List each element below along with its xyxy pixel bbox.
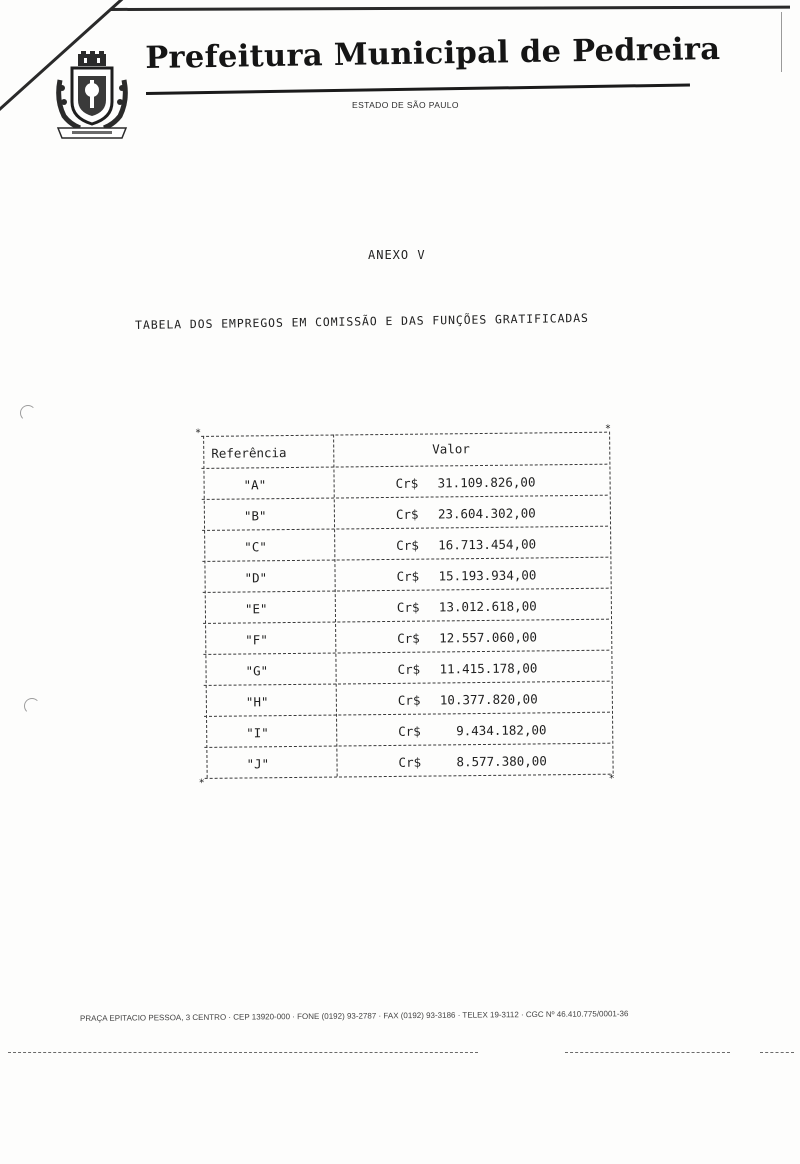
table-corner-mark: * <box>198 777 205 789</box>
punch-hole-mark <box>24 698 40 714</box>
table-rule <box>204 743 610 748</box>
table-rule <box>204 712 610 717</box>
row-value: 12.557.060,00 <box>439 629 538 646</box>
row-reference: "C" <box>244 539 267 555</box>
table-rule <box>203 650 609 655</box>
table-rule <box>202 526 608 531</box>
row-reference: "F" <box>245 632 268 648</box>
table-rule <box>201 432 607 437</box>
row-value: 9.434.182,00 <box>456 722 547 739</box>
table-title: TABELA DOS EMPREGOS EM COMISSÃO E DAS FUNÇÕES GRATIFICADAS <box>135 310 589 332</box>
row-currency: Cr$ <box>398 754 422 770</box>
annex-heading: ANEXO V <box>368 248 426 262</box>
table-column-divider <box>333 435 338 777</box>
row-reference: "E" <box>244 601 268 617</box>
row-currency: Cr$ <box>396 599 420 615</box>
header-value: Valor <box>432 441 470 457</box>
row-reference: "J" <box>246 756 270 772</box>
footer-rule <box>760 1052 794 1053</box>
table-corner-mark: * <box>195 427 202 439</box>
commission-table <box>195 423 629 797</box>
row-value: 15.193.934,00 <box>438 567 537 584</box>
letterhead-state: ESTADO DE SÃO PAULO <box>352 100 459 110</box>
row-currency: Cr$ <box>397 630 420 646</box>
table-rule <box>203 588 609 593</box>
row-value: 16.713.454,00 <box>438 536 537 553</box>
footer-address: PRAÇA EPITACIO PESSOA, 3 CENTRO · CEP 13920-000 · FONE (0192) 93-2787 · FAX (0192) 93-3186 · TELEX 19-3112 · CGC Nº 46.410.775/0001-36 <box>80 1009 629 1023</box>
page-top-edge <box>110 6 790 11</box>
row-currency: Cr$ <box>395 475 419 491</box>
table-rule <box>204 681 610 686</box>
table-border-left <box>203 436 208 778</box>
footer-rule <box>565 1052 730 1053</box>
row-reference: "G" <box>245 663 269 679</box>
row-currency: Cr$ <box>395 506 419 522</box>
table-rule <box>202 557 608 562</box>
row-currency: Cr$ <box>397 661 421 677</box>
footer-rule <box>8 1052 478 1053</box>
header-reference: Referência <box>211 445 287 461</box>
row-currency: Cr$ <box>396 537 419 553</box>
row-value: 13.012.618,00 <box>438 598 537 615</box>
row-value: 10.377.820,00 <box>439 691 538 708</box>
punch-hole-mark <box>20 405 36 421</box>
row-reference: "A" <box>243 477 267 493</box>
row-reference: "B" <box>243 508 267 524</box>
table-rule <box>201 464 607 469</box>
table-corner-mark: * <box>608 773 615 785</box>
municipal-coat-of-arms-icon <box>54 50 130 142</box>
table-rule <box>205 774 611 779</box>
row-value: 8.577.380,00 <box>456 753 547 770</box>
page-right-edge <box>781 12 782 72</box>
row-reference: "I" <box>246 725 269 741</box>
letterhead-title: Prefeitura Municipal de Pedreira <box>145 30 721 76</box>
row-value: 23.604.302,00 <box>437 505 536 522</box>
table-border-right <box>609 432 614 774</box>
table-rule <box>203 619 609 624</box>
row-reference: "H" <box>245 694 269 710</box>
row-value: 11.415.178,00 <box>439 660 538 677</box>
table-corner-mark: * <box>604 423 612 435</box>
letterhead-rule <box>146 83 690 95</box>
row-currency: Cr$ <box>398 723 421 739</box>
row-currency: Cr$ <box>397 692 421 708</box>
table-rule <box>202 495 608 500</box>
row-value: 31.109.826,00 <box>437 474 536 491</box>
row-reference: "D" <box>244 570 268 586</box>
row-currency: Cr$ <box>396 568 420 584</box>
